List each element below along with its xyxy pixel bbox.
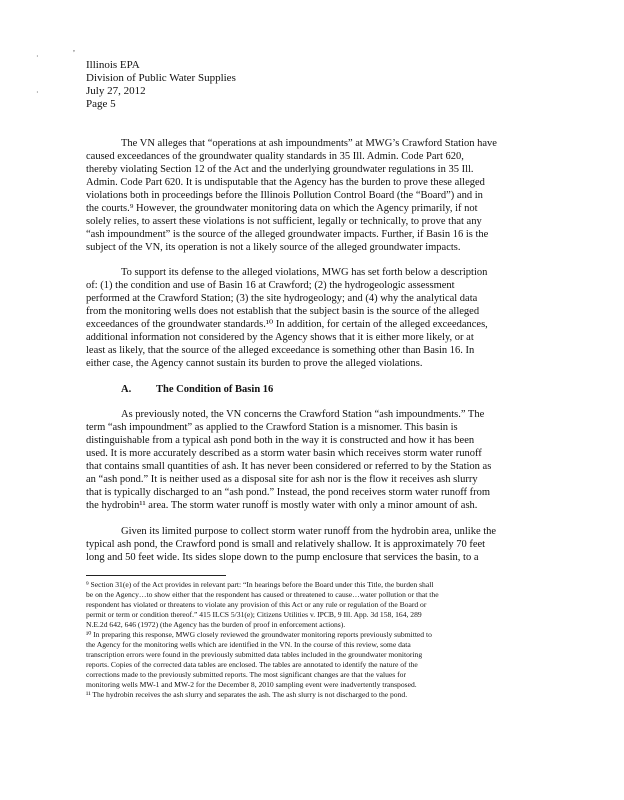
footnote-9-line: be on the Agency…to show either that the respondent has caused or threatened to cause…water pollution or that the [86,590,439,599]
footnote-10-line: corrections made to the previously submitted reports. The most significant changes are that the values for [86,670,406,679]
footnote-separator [86,575,226,576]
text-line: least as likely, that the source of the alleged exceedance is something other than Basin 16. In [86,345,475,356]
scan-mark: · [36,52,39,61]
text-line: the courts.⁹ However, the groundwater monitoring data on which the Agency primarily, if not [86,203,478,214]
text-line: long and 50 feet wide. Its sides slope down to the pump enclosure that services the basin, to a [86,552,479,563]
text-line: “ash impoundment” is the source of the alleged groundwater impacts. Further, if Basin 16 is the [86,229,489,240]
footnote-10-line: the Agency for the monitoring wells which are identified in the VN. In the course of this review, some data [86,640,411,649]
text-line: from the monitoring wells does not establish that the subject basin is the source of the alleged [86,306,480,317]
scan-mark: · [36,88,39,97]
text-line: performed at the Crawford Station; (3) the site hydrogeology; and (4) why the analytical data [86,293,478,304]
text-line: caused exceedances of the groundwater quality standards in 35 Ill. Admin. Code Part 620, [86,151,464,162]
footnote-9-line: N.E.2d 642, 646 (1972) (the Agency has the burden of proof in enforcement actions). [86,620,346,629]
text-line: the hydrobin¹¹ area. The storm water runoff is mostly water with only a minor amount of ash. [86,500,478,511]
text-line: solely relies, to assert these violations is not sufficient, legally or technically, to prove that any [86,216,482,227]
section-number: A. [121,384,132,395]
text-line: distinguishable from a typical ash pond both in the way it is constructed and how it has been [86,435,475,446]
text-line: used. It is more accurately described as a storm water basin which receives storm water runoff [86,448,482,459]
text-line: subject of the VN, its operation is not a likely source of the alleged groundwater impacts. [86,242,461,253]
section-title: The Condition of Basin 16 [156,384,274,395]
text-line: As previously noted, the VN concerns the Crawford Station “ash impoundments.” The [121,409,485,420]
text-line: that contains small quantities of ash. It has never been considered or referred to by the Station as [86,461,492,472]
text-line: additional information not considered by the Agency shows that it is either more likely, or at [86,332,474,343]
text-line: an “ash pond.” It is neither used as a disposal site for ash nor is the flow it receives ash slurry [86,474,478,485]
text-line: violations both in proceedings before the Illinois Pollution Control Board (the “Board”) and in [86,190,483,201]
text-line: Admin. Code Part 620. It is undisputable that the Agency has the burden to prove these alleged [86,177,485,188]
footnote-11-line: ¹¹ The hydrobin receives the ash slurry and separates the ash. The ash slurry is not discharged to the pond. [86,690,408,699]
text-line: typical ash pond, the Crawford pond is small and relatively shallow. It is approximately 70 feet [86,539,486,550]
letter-date: July 27, 2012 [86,85,146,97]
page-number: Page 5 [86,98,116,110]
text-line: term “ash impoundment” as applied to the Crawford Station is a misnomer. This basin is [86,422,458,433]
text-line: that is typically discharged to an “ash pond.” Instead, the pond receives storm water runoff from [86,487,491,498]
footnote-10-line: reports. Copies of the corrected data tables are enclosed. The tables are annotated to identify the nature of the [86,660,418,669]
recipient-division: Division of Public Water Supplies [86,72,236,84]
footnote-9-line: ⁹ Section 31(e) of the Act provides in relevant part: “In hearings before the Board under this Title, the burden shall [86,580,434,589]
text-line: exceedances of the groundwater standards.¹⁰ In addition, for certain of the alleged exceedances, [86,319,488,330]
text-line: To support its defense to the alleged violations, MWG has set forth below a description [121,267,488,278]
text-line: The VN alleges that “operations at ash impoundments” at MWG’s Crawford Station have [121,138,497,149]
footnote-10-line: monitoring wells MW-1 and MW-2 for the December 8, 2010 sampling event were inadvertently transposed. [86,680,417,689]
text-line: Given its limited purpose to collect storm water runoff from the hydrobin area, unlike the [121,526,497,537]
footnote-10-line: transcription errors were found in the previously submitted data tables included in the groundwater monitoring [86,650,423,659]
text-line: thereby violating Section 12 of the Act and the underlying groundwater regulations in 35 Ill. [86,164,474,175]
footnote-10-line: ¹⁰ In preparing this response, MWG closely reviewed the groundwater monitoring reports previously submitted to [86,630,432,639]
footnote-9-line: respondent has violated or threatens to violate any provision of this Act or any rule or regulation of the Board or [86,600,427,609]
recipient-agency: Illinois EPA [86,59,140,71]
footnote-9-line: permit or term or condition thereof.” 415 ILCS 5/31(e); Citizens Utilities v. IPCB, 9 Ill. App. 3d 158, 164, 289 [86,610,422,619]
scan-mark: , [73,44,75,53]
text-line: either case, the Agency cannot sustain its burden to prove the alleged violations. [86,358,423,369]
text-line: of: (1) the condition and use of Basin 16 at Crawford; (2) the hydrogeologic assessment [86,280,455,291]
